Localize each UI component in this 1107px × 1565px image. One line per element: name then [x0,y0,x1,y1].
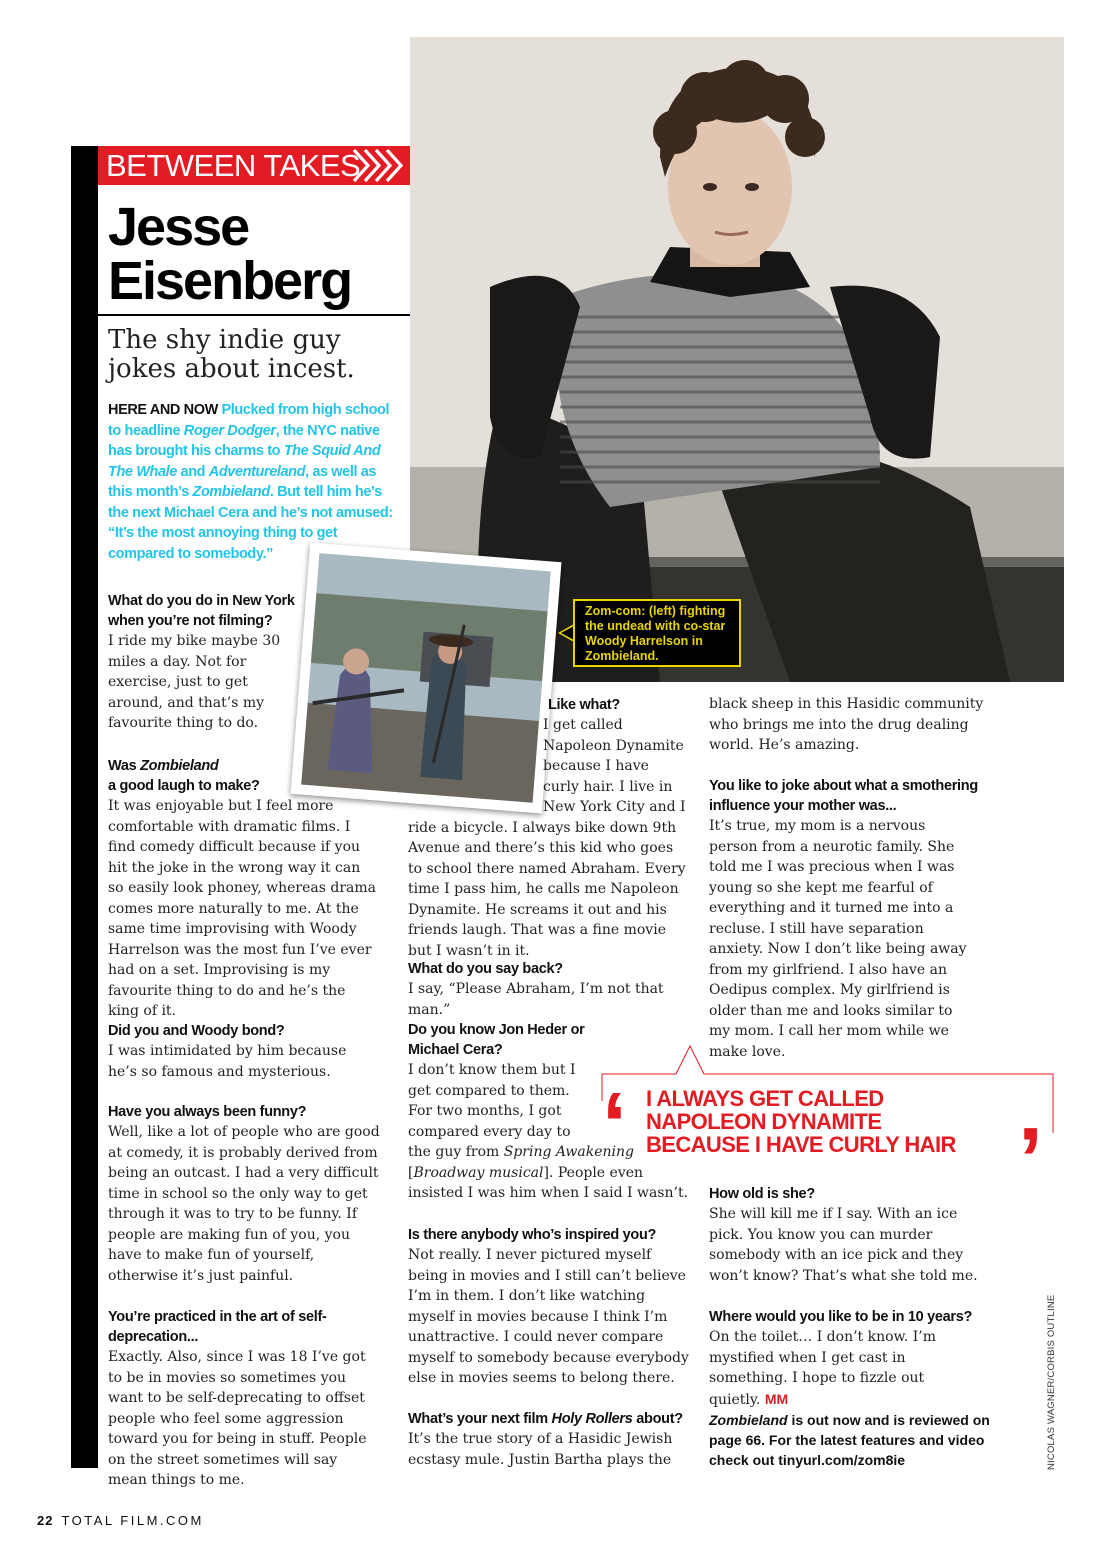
qa-block [108,1102,380,1286]
film-title: Zombieland [709,1412,788,1428]
answer-text: [ [408,1164,414,1181]
answer: I say, “Please Abraham, I’m not that man.” [408,981,664,1018]
film-title: Holy Rollers [551,1411,633,1427]
answer: It’s the true story of a Hasidic Jewish ecstasy mule. Justin Bartha plays the [408,1431,673,1468]
question: Have you always been funny? [108,1104,307,1120]
photo-credit: NICOLAS WAGNER/CORBIS OUTLINE [1046,1294,1057,1470]
open-quote-mark: ‘ [602,1075,628,1175]
intro-text: Plucked from high school to headline [108,402,390,439]
answer: Exactly. Also, since I was 18 I’ve got to be in movies so sometimes you want to be self-deprecating to offset people who feel some aggression toward you for being in stuff. People on the street sometimes will say mean things to me. [108,1349,367,1488]
qa-block [408,959,693,1020]
question-text: Was [108,758,141,774]
photo-caption: Zom-com: (left) fighting the undead with co-star Woody Harrelson in Zombieland. [573,599,741,667]
answer-text: On the toilet… I don’t know. I’m mystified when I get cast in something. I hope to fizzle out quietly. [709,1329,937,1408]
author-sign-off: MM [764,1390,789,1407]
qa-block [408,1225,693,1389]
standfirst: The shy indie guy jokes about incest. [108,325,355,384]
headline [108,197,352,311]
answer-wrap [408,715,686,961]
folio [37,1513,204,1528]
qa-block [108,1307,380,1491]
question: Where would you like to be in 10 years? [709,1309,973,1325]
question-text: What’s your next film [408,1411,552,1427]
answer: black sheep in this Hasidic community who brings me into the drug dealing world. He’s amazing. [709,696,984,753]
section-label: BETWEEN TAKES [106,148,361,183]
film-title: Zombieland [140,758,219,774]
film-title: Roger Dodger [183,422,276,439]
aside-text: Broadway musical [413,1164,544,1181]
question: How old is she? [709,1186,815,1202]
title-rule [98,314,410,316]
answer-text: ]. People even insisted I was him when I said I wasn’t. [408,1164,689,1201]
answer: It’s true, my mom is a nervous person from a neurotic family. She told me I was precious when I was young so she kept me fearful of everything and it turned me into a recluse. I still have separation anxiety. Now I don’t like being away from my girlfriend. I also have an Oedipus complex. My girlfriend is older than me and looks similar to my mom. I call her mom while we make love. [709,818,967,1060]
qa-block [709,1184,994,1286]
intro-kicker: HERE AND NOW [108,402,218,418]
pullquote: I ALWAYS GET CALLED NAPOLEON DYNAMITE BECAUSE I HAVE CURLY HAIR [646,1086,956,1157]
answer-text: I don’t know them but I get compared to them. For two months, I got compared every day to the guy from [408,1062,576,1160]
film-title: The Squid And The Whale [108,443,381,480]
question: Is there anybody who’s inspired you? [408,1227,657,1243]
question: Do you know Jon Heder or Michael Cera? [408,1022,585,1058]
qa-block [709,1307,994,1410]
answer: It was enjoyable but I feel more comfortable with dramatic films. I find comedy difficult because if you hit the joke in the wrong way it can so easily look phoney, whereas drama comes more naturally to me. At the same time improvising with Woody Harrelson was the most fun I’ve ever had on a set. Improvising is my favourite thing to do and he’s the king of it. [108,798,376,1019]
answer [709,1327,979,1410]
question [408,1409,693,1429]
pullquote-pointer [675,1043,715,1075]
question: What do you do in New York when you’re not filming? [108,593,295,629]
question: You’re practiced in the art of self-deprecation... [108,1309,327,1345]
intro-text: . But tell him he’s the next Michael Cera and he’s not amused: “It’s the most annoying thing to get compared to somebody.” [108,484,393,562]
question-text: about? [632,1411,683,1427]
answer-continued [709,694,984,756]
headline-line-1: Jesse [108,197,249,257]
footnote-text: is out now and is reviewed on page 66. For the latest features and video check out tinyurl.com/zom8ie [709,1412,990,1468]
site-name: TOTAL FILM.COM [61,1513,204,1528]
intro-text: and [176,463,209,480]
chevrons-icon [352,147,410,184]
answer: Well, like a lot of people who are good at comedy, it is probably derived from being an outcast. I had a very difficult time in school so the only way to get through it was to try to be funny. If people are making fun of you, you have to make fun of yourself, otherwise it’s just painful. [108,1124,380,1284]
answer: I ride my bike maybe 30 miles a day. Not for exercise, just to get around, and that’s my favourite thing to do. [108,633,281,731]
question: Did you and Woody bond? [108,1023,285,1039]
question: What do you say back? [408,961,563,977]
question [108,756,380,796]
intro-paragraph [108,400,400,564]
footnote [709,1410,994,1470]
answer: Not really. I never pictured myself being in movies and I still can’t believe I’m in them. I don’t like watching myself in movies because I think I’m unattractive. I could never compare myself to somebody because everybody else in movies seems to belong there. [408,1247,689,1386]
intro-text: , as well as this month’s [108,463,377,500]
qa-block [408,1409,693,1470]
headline-line-2: Eisenberg [108,251,352,311]
left-accent-bar [71,146,98,1468]
text-wrap-spacer [408,715,543,817]
qa-block [108,591,308,734]
question-text: a good laugh to make? [108,778,260,794]
close-quote-mark: ’ [1018,1110,1044,1210]
show-title: Spring Awakening [503,1144,634,1160]
film-title: Adventureland [208,463,306,480]
question: Like what? [548,697,620,713]
question: You like to joke about what a smothering influence your mother was... [709,778,978,814]
answer: I was intimidated by him because he’s so famous and mysterious. [108,1043,347,1080]
film-title: Zombieland [192,484,270,500]
qa-block [108,1021,380,1082]
qa-block [548,695,688,715]
answer: She will kill me if I say. With an ice pick. You know you can murder somebody with an ice pick and they won’t know? That’s what she told me. [709,1206,978,1284]
qa-block [709,776,994,1062]
qa-block [108,756,380,1022]
answer: I get called Napoleon Dynamite because I have curly hair. I live in New York City and I ride a bicycle. I always bike down 9th Avenue and there’s this kid who goes to school there named Abraham. Every time I pass him, he calls me Napoleon Dynamite. He screams it out and his friends laugh. That was a fine movie but I wasn’t in it. [408,717,686,959]
page-number: 22 [37,1513,54,1528]
intro-text: , the NYC native has brought his charms to [108,422,380,459]
